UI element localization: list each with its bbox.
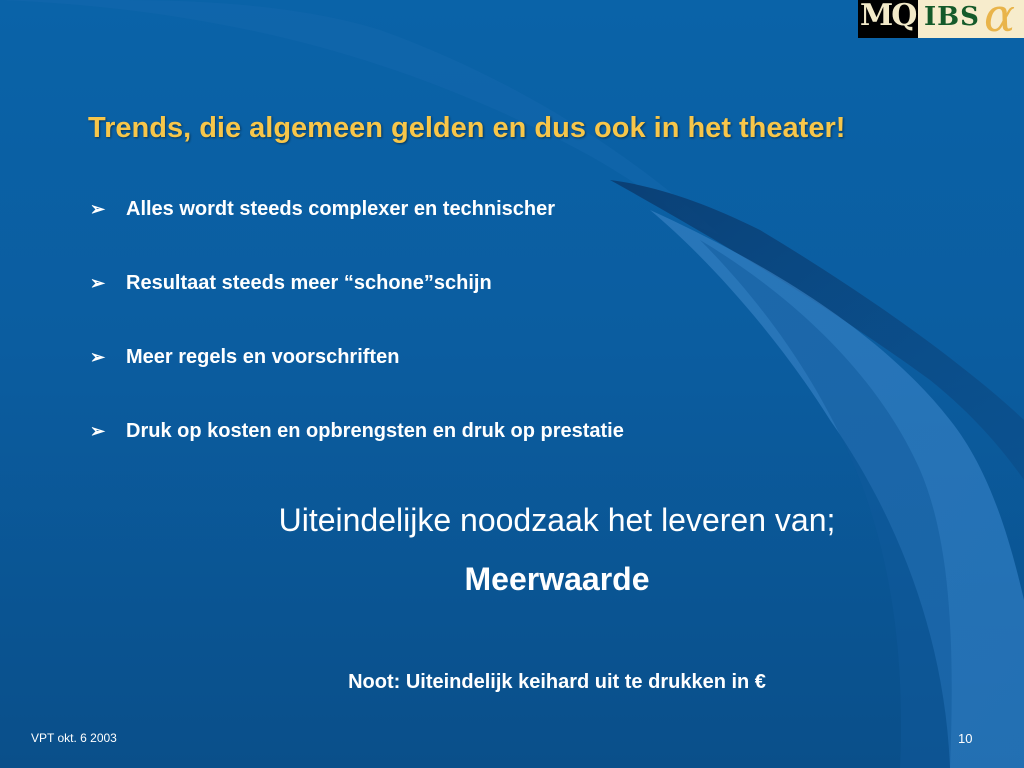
page-number: 10 — [958, 731, 973, 746]
bullet-item — [90, 346, 399, 369]
conclusion-line-1: Uiteindelijke noodzaak het leveren van; — [278, 502, 836, 538]
bullet-text: Meer regels en voorschriften — [126, 346, 400, 368]
arrow-bullet-icon: ➢ — [90, 273, 106, 293]
mq-logo — [858, 0, 918, 38]
mq-logo-text: MQ — [860, 0, 916, 33]
ibs-logo — [918, 0, 1024, 42]
conclusion-line-2: Meerwaarde — [464, 561, 650, 597]
bullet-item — [90, 272, 492, 295]
bullet-text: Alles wordt steeds complexer en technischer — [126, 198, 556, 220]
bullet-text: Resultaat steeds meer “schone”schijn — [126, 272, 492, 294]
bullet-item — [90, 198, 555, 221]
arrow-bullet-icon: ➢ — [90, 199, 106, 219]
ibs-logo-text: IBS — [924, 2, 980, 32]
arrow-bullet-icon: ➢ — [90, 421, 106, 441]
bullet-text: Druk op kosten en opbrengsten en druk op prestatie — [126, 420, 624, 442]
alpha-logo-glyph: α — [984, 0, 1016, 42]
note-text: Noot: Uiteindelijk keihard uit te drukken in € — [348, 671, 766, 693]
slide-title: Trends, die algemeen gelden en dus ook in het theater! — [88, 112, 846, 144]
arrow-bullet-icon: ➢ — [90, 347, 106, 367]
footer-date: VPT okt. 6 2003 — [31, 731, 117, 745]
bullet-item — [90, 420, 624, 443]
